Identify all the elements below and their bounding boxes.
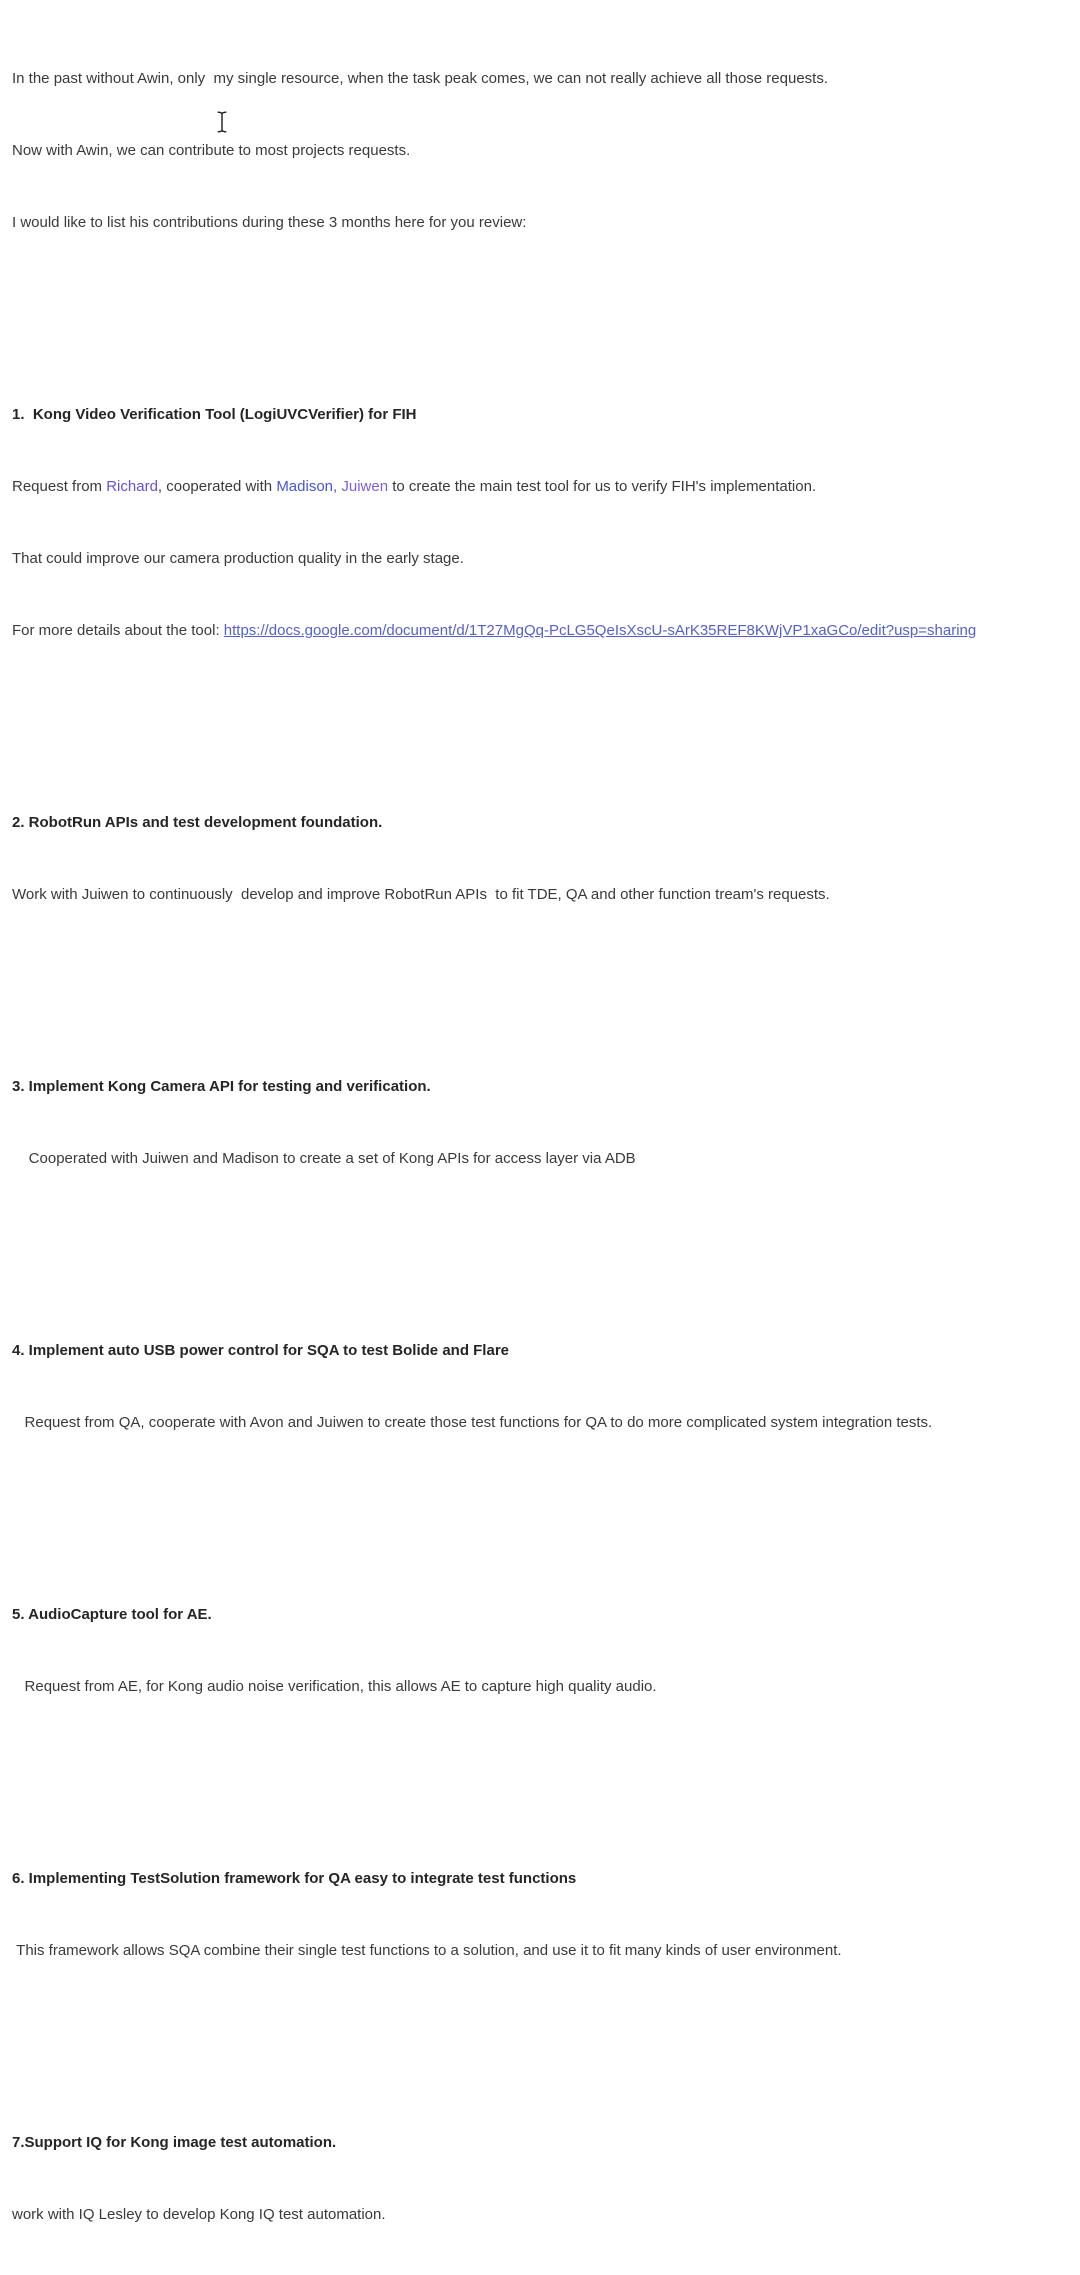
request-text-post: to create the main test tool for us to verify FIH's implementation. bbox=[388, 478, 817, 495]
section-6-body: This framework allows SQA combine their single test functions to a solution, and use it to fit many kinds of user environment. bbox=[12, 1942, 842, 1959]
link-richard[interactable]: Richard bbox=[106, 478, 158, 495]
details-text-pre: For more details about the tool: bbox=[12, 622, 224, 639]
intro-line-1: In the past without Awin, only my single resource, when the task peak comes, we can not really achieve all those requests. bbox=[12, 70, 828, 87]
section-2-heading: 2. RobotRun APIs and test development foundation. bbox=[12, 814, 383, 831]
blank-line bbox=[12, 979, 1074, 1003]
section-4-body: Request from QA, cooperate with Avon and Juiwen to create those test functions for QA to do more complicated system integration tests. bbox=[12, 1414, 933, 1431]
section-6-heading: 6. Implementing TestSolution framework for QA easy to integrate test functions bbox=[12, 1870, 577, 1887]
blank-line bbox=[12, 715, 1074, 739]
link-madison[interactable]: Madison, bbox=[276, 478, 338, 495]
google-doc-link[interactable]: https://docs.google.com/document/d/1T27MgQq-PcLG5QeIsXscU-sArK35REF8KWjVP1xaGCo/edit?usp=sharing bbox=[223, 622, 977, 639]
section-4-heading: 4. Implement auto USB power control for SQA to test Bolide and Flare bbox=[12, 1342, 509, 1359]
request-text-pre: Request from bbox=[12, 478, 107, 495]
section-2-body: Work with Juiwen to continuously develop and improve RobotRun APIs to fit TDE, QA and other function tream's requests. bbox=[12, 886, 830, 903]
request-text-mid1: , cooperated with bbox=[157, 478, 277, 495]
section-1-request-line bbox=[12, 475, 1074, 499]
section-1-details-line bbox=[12, 619, 1074, 643]
blank-line bbox=[12, 2035, 1074, 2059]
intro-line-3: I would like to list his contributions during these 3 months here for you review: bbox=[12, 214, 527, 231]
section-7-body: work with IQ Lesley to develop Kong IQ test automation. bbox=[12, 2206, 386, 2223]
section-1-heading: 1. Kong Video Verification Tool (LogiUVCVerifier) for FIH bbox=[12, 406, 417, 423]
blank-line bbox=[12, 1507, 1074, 1531]
intro-line-2: Now with Awin, we can contribute to most projects requests. bbox=[12, 142, 411, 159]
link-juiwen[interactable]: Juiwen bbox=[341, 478, 389, 495]
blank-line bbox=[12, 1771, 1074, 1795]
section-3-body: Cooperated with Juiwen and Madison to create a set of Kong APIs for access layer via ADB bbox=[12, 1150, 636, 1167]
section-5-body: Request from AE, for Kong audio noise verification, this allows AE to capture high quality audio. bbox=[12, 1678, 657, 1695]
section-7-heading: 7.Support IQ for Kong image test automation. bbox=[12, 2134, 337, 2151]
document-body bbox=[12, 0, 1074, 2275]
section-1-line-2: That could improve our camera production quality in the early stage. bbox=[12, 550, 464, 567]
section-3-heading: 3. Implement Kong Camera API for testing and verification. bbox=[12, 1078, 431, 1095]
section-5-heading: 5. AudioCapture tool for AE. bbox=[12, 1606, 212, 1623]
blank-line bbox=[12, 1243, 1074, 1267]
blank-line bbox=[12, 307, 1074, 331]
